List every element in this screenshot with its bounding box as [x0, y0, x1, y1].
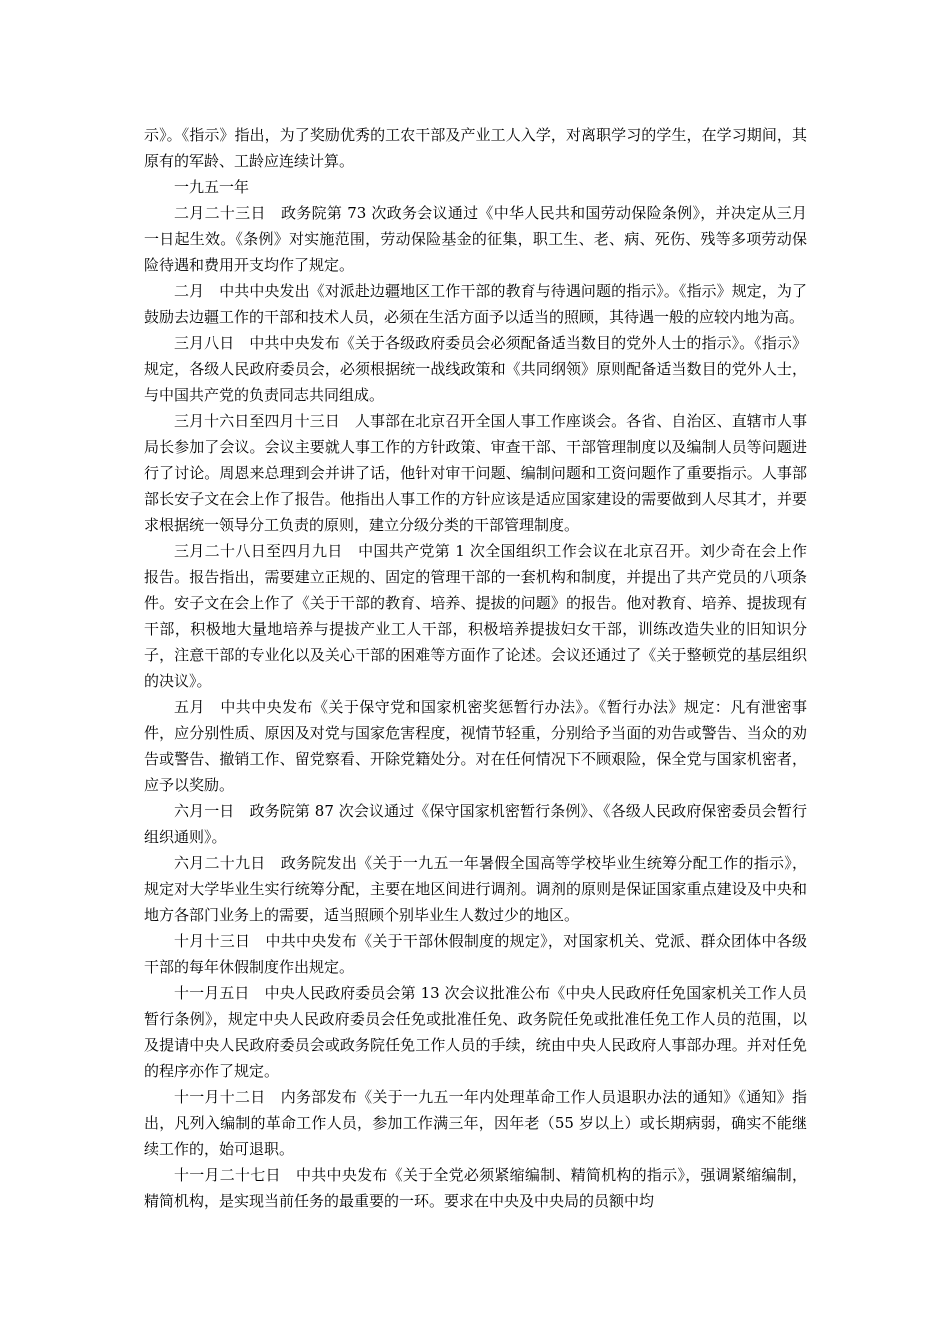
year-heading: 一九五一年	[174, 178, 250, 196]
paragraph-jun-29: 六月二十九日 政务院发出《关于一九五一年暑假全国高等学校毕业生统筹分配工作的指示》，规定对大学毕业生实行统筹分配，主要在地区间进行调剂。调剂的原则是保证国家重点建设及中央和地方各部门业务上的需要，适当照顾个别毕业生人数过少的地区。	[144, 854, 807, 924]
paragraph-mar-28: 三月二十八日至四月九日 中国共产党第 1 次全国组织工作会议在北京召开。刘少奇在会上作报告。报告指出，需要建立正规的、固定的管理干部的一套机构和制度，并提出了共产党员的八项条件。安子文在会上作了《关于干部的教育、培养、提拔的问题》的报告。他对教育、培养、提拔现有干部，积极地大量地培养与提拔产业工人干部，积极培养提拔妇女干部，训练改造失业的旧知识分子，注意干部的专业化以及关心干部的困难等方面作了论述。会议还通过了《关于整顿党的基层组织的决议》。	[144, 542, 807, 690]
paragraph-feb: 二月 中共中央发出《对派赴边疆地区工作干部的教育与待遇问题的指示》。《指示》规定，为了鼓励去边疆工作的干部和技术人员，必须在生活方面予以适当的照顾，其待遇一般的应较内地为高。	[144, 282, 807, 326]
paragraph-continuation: 示》。《指示》指出，为了奖励优秀的工农干部及产业工人入学，对离职学习的学生，在学习期间，其原有的军龄、工龄应连续计算。	[144, 126, 807, 170]
paragraph-nov-5: 十一月五日 中央人民政府委员会第 13 次会议批准公布《中央人民政府任免国家机关工作人员暂行条例》，规定中央人民政府委员会任免或批准任免、政务院任免或批准任免工作人员的范围，以及提请中央人民政府委员会或政务院任免工作人员的手续，统由中央人民政府人事部办理。并对任免的程序亦作了规定。	[144, 984, 807, 1080]
paragraph-nov-27: 十一月二十七日 中共中央发布《关于全党必须紧缩编制、精简机构的指示》，强调紧缩编制，精简机构，是实现当前任务的最重要的一环。要求在中央及中央局的员额中均	[144, 1166, 807, 1210]
paragraph-oct-13: 十月十三日 中共中央发布《关于干部休假制度的规定》，对国家机关、党派、群众团体中各级干部的每年休假制度作出规定。	[144, 932, 807, 976]
paragraph-mar-8: 三月八日 中共中央发布《关于各级政府委员会必须配备适当数目的党外人士的指示》。《指示》规定，各级人民政府委员会，必须根据统一战线政策和《共同纲领》原则配备适当数目的党外人士，与中国共产党的负责同志共同组成。	[144, 334, 807, 404]
paragraph-nov-12: 十一月十二日 内务部发布《关于一九五一年内处理革命工作人员退职办法的通知》《通知》指出，凡列入编制的革命工作人员，参加工作满三年，因年老（55 岁以上）或长期病弱，确实不能继续工作的，始可退职。	[144, 1088, 807, 1158]
document-page	[144, 122, 807, 1214]
paragraph-feb-23: 二月二十三日 政务院第 73 次政务会议通过《中华人民共和国劳动保险条例》，并决定从三月一日起生效。《条例》对实施范围，劳动保险基金的征集，职工生、老、病、死伤、残等多项劳动保险待遇和费用开支均作了规定。	[144, 204, 807, 274]
paragraph-jun-1: 六月一日 政务院第 87 次会议通过《保守国家机密暂行条例》、《各级人民政府保密委员会暂行组织通则》。	[144, 802, 807, 846]
paragraph-mar-16: 三月十六日至四月十三日 人事部在北京召开全国人事工作座谈会。各省、自治区、直辖市人事局长参加了会议。会议主要就人事工作的方针政策、审查干部、干部管理制度以及编制人员等问题进行了讨论。周恩来总理到会并讲了话，他针对审干问题、编制问题和工资问题作了重要指示。人事部部长安子文在会上作了报告。他指出人事工作的方针应该是适应国家建设的需要做到人尽其才，并要求根据统一领导分工负责的原则，建立分级分类的干部管理制度。	[144, 412, 807, 534]
paragraph-may: 五月 中共中央发布《关于保守党和国家机密奖惩暂行办法》。《暂行办法》规定：凡有泄密事件，应分别性质、原因及对党与国家危害程度，视情节轻重，分别给予当面的劝告或警告、当众的劝告或警告、撤销工作、留党察看、开除党籍处分。对在任何情况下不顾艰险，保全党与国家机密者，应予以奖励。	[144, 698, 807, 794]
